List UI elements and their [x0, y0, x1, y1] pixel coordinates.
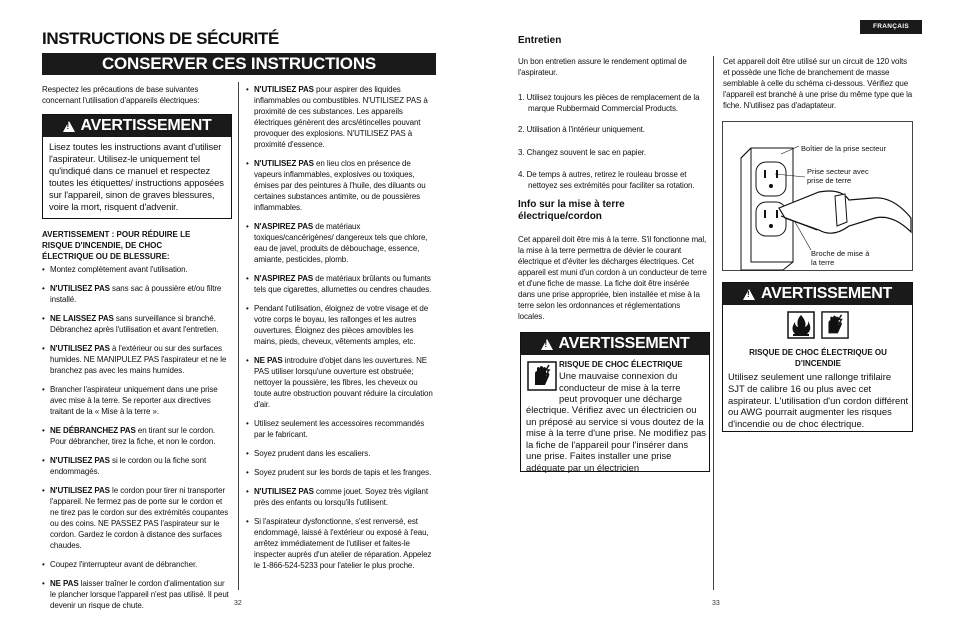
intro-text: Respectez les précautions de base suivantes concernant l'utilisation d'appareils électriques: [42, 85, 200, 105]
bullet-emphasis: N'UTILISEZ PAS [254, 159, 314, 168]
bullet-text: de matériaux brûlants ou fumants tels que cigarettes, allumettes ou cendres chaudes. [254, 274, 432, 294]
warning-text-short: Une mauvaise connexion du conducteur de mise à la terre peut provoquer une décharge [559, 370, 683, 404]
bullet-text: comme jouet. Soyez très vigilant près des enfants ou lorsqu'ils l'utilisent. [254, 487, 429, 507]
bullet-item [246, 273, 436, 295]
bullet-item [42, 283, 232, 305]
bullet-item [246, 303, 436, 347]
bullet-text: Si l'aspirateur dysfonctionne, s'est renversé, est endommagé, laissé à l'extérieur ou exposé à l'eau, arrêtez immédiatement de l'utiliser et faites-le inspecter auprès d'un atelier de réparation. Appelez le 1-866-524-5233 pour l'atelier le plus proche. [254, 517, 432, 570]
warning-triangle-icon [743, 289, 755, 300]
bullet-item [42, 343, 232, 376]
warning-risk-title: RISQUE DE CHOC ÉLECTRIQUE [559, 360, 683, 369]
bullet-text: Soyez prudent sur les bords de tapis et les franges. [254, 468, 432, 477]
warning-label: AVERTISSEMENT [80, 117, 212, 134]
bullet-emphasis: N'UTILISEZ PAS [50, 456, 110, 465]
bullet-item [246, 158, 436, 213]
warning-label: AVERTISSEMENT [558, 335, 690, 352]
warning-label: AVERTISSEMENT [761, 285, 892, 302]
bullet-text: Utilisez seulement les accessoires recommandés par le fabricant. [254, 419, 425, 439]
bullet-item [246, 355, 436, 410]
step-2: 2. Utilisation à l'intérieur uniquement. [518, 125, 645, 134]
bullet-item [246, 221, 436, 265]
bullet-text: sans surveillance si branché. Débranchez après l'utilisation et avant l'entretien. [50, 314, 219, 334]
page-number-left: 32 [234, 600, 242, 607]
circuit-intro: Cet appareil doit être utilisé sur un circuit de 120 volts et possède une fiche de branchement de masse semblable à celle du schéma ci-dessous. Vérifiez que l'appareil est branché à une prise du même type que la fiche. N'utilisez pas d'adaptateur. [723, 57, 913, 110]
entretien-intro: Un bon entretien assure le rendement optimal de l'aspirateur. [518, 57, 687, 77]
bullet-text: pour aspirer des liquides inflammables ou combustibles. N'UTILISEZ PAS à proximité de ces substances. Les appareils électriques génèrent des arcs/étincelles pouvant provoquer des explosions. N'UTILISEZ PAS à proximité d'essence. [254, 85, 428, 149]
bullet-emphasis: NE PAS [254, 356, 283, 365]
bullet-text: Montez complètement avant l'utilisation. [50, 265, 188, 274]
bullet-item [246, 516, 436, 571]
bullet-item [42, 485, 232, 551]
risk-heading: AVERTISSEMENT : POUR RÉDUIRE LE RISQUE D'INCENDIE, DE CHOC ÉLECTRIQUE OU DE BLESSURE: [42, 230, 191, 261]
bullet-item [246, 448, 436, 459]
bullet-emphasis: N'ASPIREZ PAS [254, 222, 314, 231]
bullet-emphasis: N'UTILISEZ PAS [254, 85, 314, 94]
bullet-item [246, 418, 436, 440]
bullet-text: laisser traîner le cordon d'alimentation sur le plancher lorsque l'appareil n'est pas utilisé. Il peut devenir un risque de chute. [50, 579, 229, 610]
step-3: 3. Changez souvent le sac en papier. [518, 148, 647, 157]
bullet-emphasis: N'UTILISEZ PAS [254, 487, 314, 496]
bullet-text: en tirant sur le cordon. Pour débrancher, tirez la fiche, et non le cordon. [50, 426, 216, 446]
entretien-title: Entretien [518, 35, 562, 46]
bullet-text: en lieu clos en présence de vapeurs inflammables, explosives ou toxiques, émises par des peintures à l'huile, des diluants ou certaines substances antimite, ou de poussières inflammables. [254, 159, 426, 212]
bullet-item [42, 455, 232, 477]
bullet-text: le cordon pour tirer ni transporter l'appareil. Ne fermez pas de porte sur le cordon et ne tirez pas le cordon sur des extrémités coupantes ou des coins. NE PASSEZ PAS l'aspirateur sur le cordon. Gardez le cordon à distance des surfaces chaudes. [50, 486, 229, 550]
ground-title: Info sur la mise à terre électrique/cordon [518, 199, 625, 222]
bullet-text: introduire d'objet dans les ouvertures. NE PAS utiliser lorsqu'une ouverture est obstruée; nettoyer la poussière, les fibres, les cheveux ou toute autre obstruction pouvant réduire la circulation d'air. [254, 356, 433, 409]
bullet-emphasis: N'ASPIREZ PAS [254, 274, 314, 283]
bullet-emphasis: NE PAS [50, 579, 79, 588]
bullet-emphasis: N'UTILISEZ PAS [50, 486, 110, 495]
bullet-emphasis: NE LAISSEZ PAS [50, 314, 114, 323]
bullet-emphasis: N'UTILISEZ PAS [50, 344, 110, 353]
bullet-text: à l'extérieur ou sur des surfaces humides. NE MANIPULEZ PAS l'aspirateur et ne le branchez pas avec les mains humides. [50, 344, 227, 375]
bullet-item [42, 425, 232, 447]
label-grounded-outlet: Prise secteur avec prise de terre [807, 167, 869, 185]
bullet-item [42, 384, 232, 417]
page-title: INSTRUCTIONS DE SÉCURITÉ [42, 29, 279, 48]
label-ground-pin: Broche de mise à la terre [811, 249, 870, 267]
fire-icon [787, 311, 815, 339]
mid-bullet-list [246, 84, 436, 579]
warning-text-long: électrique. Vérifiez avec un électricien ou un préposé au service si vous doutez de la mise à la terre d'une prise. Ne modifiez pas la fiche de l'appareil pour l'insérer dans une prise. Faites installer une prise adéquate par un électricien [526, 404, 706, 473]
bullet-item [246, 486, 436, 508]
instructions-banner: CONSERVER CES INSTRUCTIONS [42, 53, 436, 75]
warning-triangle-icon [63, 121, 75, 132]
warning-text: Utilisez seulement une rallonge trifilaire SJT de calibre 16 ou plus avec cet aspirateur. L'utilisation d'un cordon différent ou AWG pourrait augmenter les risques d'incendie ou de choc électrique. [728, 371, 909, 430]
bullet-emphasis: N'UTILISEZ PAS [50, 284, 110, 293]
bullet-item [246, 467, 436, 478]
bullet-text: Brancher l'aspirateur uniquement dans une prise avec mise à la terre. Se reporter aux directives traitant de la « Mise à la terre ». [50, 385, 218, 416]
page-number-right: 33 [712, 600, 720, 607]
grounding-diagram [722, 121, 913, 271]
step-1: 1. Utilisez toujours les pièces de remplacement de la marque Rubbermaid Commercial Products. [518, 93, 700, 113]
label-outlet-box: Boîtier de la prise secteur [801, 144, 887, 153]
warning-risk-title: RISQUE DE CHOC ÉLECTRIQUE OU D'INCENDIE [749, 348, 887, 368]
left-bullet-list [42, 264, 232, 618]
bullet-text: Soyez prudent dans les escaliers. [254, 449, 371, 458]
bullet-item [42, 559, 232, 570]
step-4: 4. De temps à autres, retirez le rouleau brosse et nettoyez ses extrémités pour faciliter sa rotation. [518, 170, 695, 190]
bullet-emphasis: NE DÉBRANCHEZ PAS [50, 426, 136, 435]
warning-text: Lisez toutes les instructions avant d'utiliser l'aspirateur. Utilisez-le uniquement tel qu'indiqué dans ce manuel et respectez toutes les étiquettes/ instructions apposées sur l'appareil, sinon de graves blessures, voire la mort, risquent d'advenir. [49, 141, 224, 212]
electric-shock-hand-icon [821, 311, 849, 339]
column-divider [238, 82, 239, 590]
column-divider [713, 56, 714, 590]
bullet-text: sans sac à poussière et/ou filtre installé. [50, 284, 222, 304]
bullet-item [246, 84, 436, 150]
bullet-text: de matériaux toxiques/cancérigènes/ dangereux tels que chlore, eau de javel, produits de débouchage, essence, amiante, pesticides, plomb. [254, 222, 428, 264]
bullet-text: Pendant l'utilisation, éloignez de votre visage et de votre corps le boyau, les rallonges et les autres ouvertures. Éloignez des pièces amovibles les mains, pieds, cheveux, vêtements amples, etc. [254, 304, 429, 346]
warning-triangle-icon [541, 339, 553, 350]
warning-header [723, 283, 912, 305]
ground-text: Cet appareil doit être mis à la terre. S'il fonctionne mal, la mise à la terre permettra de dévier le courant électrique et d'éviter les décharges électriques. Cet appareil est muni d'un cordon à un conducteur de terre et d'une fiche de masse. La fiche doit être insérée dans une prise appropriée, bien installée et mise à la terre selon les ordonnances et réglementations locales. [518, 235, 707, 321]
language-tab: FRANÇAIS [860, 20, 922, 34]
warning-box-extension [722, 282, 913, 432]
electric-shock-hand-icon [527, 361, 557, 391]
bullet-text: si le cordon ou la fiche sont endommagés. [50, 456, 207, 476]
bullet-item [42, 578, 232, 611]
bullet-text: Coupez l'interrupteur avant de débrancher. [50, 560, 198, 569]
warning-header [521, 333, 709, 355]
warning-box-general [42, 114, 232, 219]
warning-header [43, 115, 231, 137]
warning-box-shock [520, 332, 710, 472]
bullet-item [42, 264, 232, 275]
bullet-item [42, 313, 232, 335]
